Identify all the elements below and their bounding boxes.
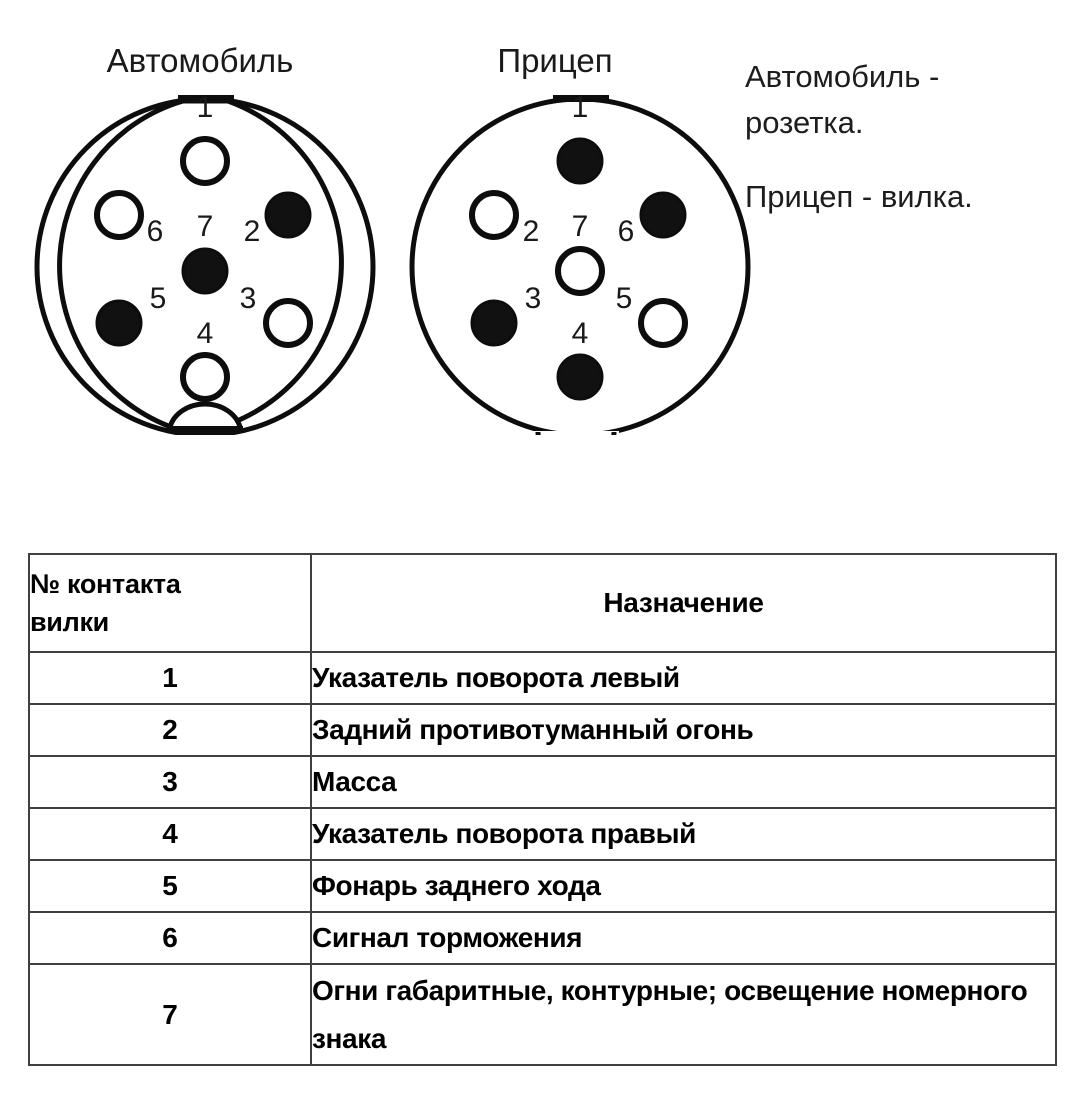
pin-label-2: 2 bbox=[243, 215, 261, 248]
pin-3-hollow bbox=[266, 301, 310, 345]
pin-label-7: 7 bbox=[196, 210, 214, 243]
caption-spacer bbox=[745, 145, 1065, 175]
header-pin-number-line1: № контакта bbox=[30, 569, 181, 599]
cell-purpose: Масса bbox=[311, 756, 1056, 808]
pin-3-filled bbox=[472, 301, 516, 345]
trailer-connector-title: Прицеп bbox=[497, 42, 613, 79]
pin-6-filled bbox=[641, 193, 685, 237]
pin-label-5: 5 bbox=[149, 282, 167, 315]
pin-7-hollow bbox=[558, 249, 602, 293]
pin-label-4: 4 bbox=[571, 317, 589, 350]
pin-label-5: 5 bbox=[615, 282, 633, 315]
vehicle-socket-drawing bbox=[30, 95, 380, 435]
pin-label-6: 6 bbox=[617, 215, 635, 248]
table-row bbox=[29, 808, 1056, 860]
cell-purpose: Задний противотуманный огонь bbox=[311, 704, 1056, 756]
caption-line-3: Прицеп - вилка. bbox=[745, 179, 973, 214]
pin-label-3: 3 bbox=[524, 282, 542, 315]
cell-pin-number: 5 bbox=[29, 860, 311, 912]
pin-4-filled bbox=[558, 355, 602, 399]
header-pin-number bbox=[29, 554, 311, 652]
header-pin-number-line2: вилки bbox=[30, 607, 109, 637]
cell-pin-number: 1 bbox=[29, 652, 311, 704]
cell-pin-number: 6 bbox=[29, 912, 311, 964]
trailer-plug-drawing bbox=[405, 95, 755, 435]
pin-label-6: 6 bbox=[146, 215, 164, 248]
pin-label-2: 2 bbox=[522, 215, 540, 248]
cell-pin-number: 2 bbox=[29, 704, 311, 756]
caption-line-2: розетка. bbox=[745, 105, 864, 140]
table-row bbox=[29, 704, 1056, 756]
table-row bbox=[29, 912, 1056, 964]
pin-label-7: 7 bbox=[571, 210, 589, 243]
cell-pin-number: 7 bbox=[29, 964, 311, 1065]
table-row bbox=[29, 652, 1056, 704]
cell-purpose: Огни габаритные, контурные; освещение номерного знака bbox=[311, 964, 1056, 1065]
pin-6-hollow bbox=[97, 193, 141, 237]
pin-2-hollow bbox=[472, 193, 516, 237]
pin-label-1: 1 bbox=[571, 95, 589, 124]
pin-5-hollow bbox=[641, 301, 685, 345]
legend-caption bbox=[745, 55, 1065, 219]
pin-1-filled bbox=[558, 139, 602, 183]
pin-4-hollow bbox=[183, 355, 227, 399]
pin-assignment-table bbox=[28, 553, 1057, 1066]
table-header-row bbox=[29, 554, 1056, 652]
pin-7-filled bbox=[183, 249, 227, 293]
cell-purpose: Фонарь заднего хода bbox=[311, 860, 1056, 912]
vehicle-connector-title: Автомобиль bbox=[106, 42, 294, 79]
cell-purpose: Указатель поворота правый bbox=[311, 808, 1056, 860]
pin-2-filled bbox=[266, 193, 310, 237]
pin-1-hollow bbox=[183, 139, 227, 183]
pin-5-filled bbox=[97, 301, 141, 345]
caption-line-1: Автомобиль - bbox=[745, 59, 940, 94]
table-row bbox=[29, 964, 1056, 1065]
connector-diagram bbox=[0, 0, 1080, 500]
pin-label-1: 1 bbox=[196, 95, 214, 124]
cell-pin-number: 3 bbox=[29, 756, 311, 808]
table-row bbox=[29, 860, 1056, 912]
pin-label-4: 4 bbox=[196, 317, 214, 350]
cell-purpose: Указатель поворота левый bbox=[311, 652, 1056, 704]
cell-purpose: Сигнал торможения bbox=[311, 912, 1056, 964]
header-purpose: Назначение bbox=[311, 554, 1056, 652]
pin-label-3: 3 bbox=[239, 282, 257, 315]
table-row bbox=[29, 756, 1056, 808]
cell-pin-number: 4 bbox=[29, 808, 311, 860]
